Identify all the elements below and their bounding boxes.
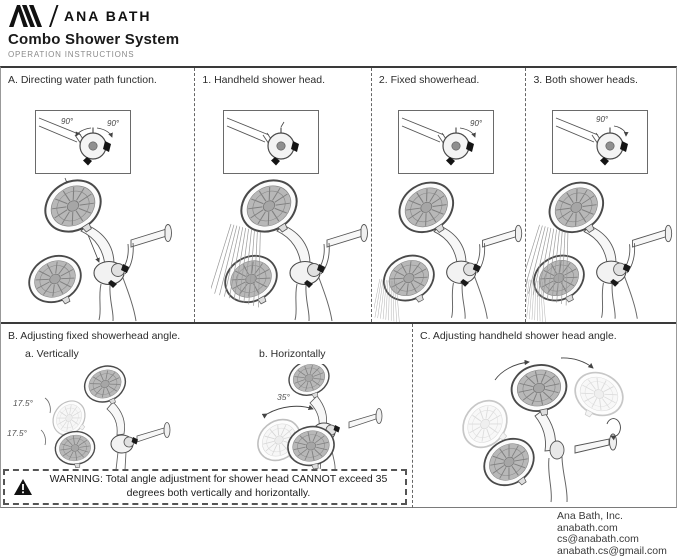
panel-1-handheld <box>194 68 370 322</box>
panel-1-label: 1. Handheld shower head. <box>202 74 326 86</box>
brand-name: ANA BATH <box>64 8 152 24</box>
panel-a-label: A. Directing water path function. <box>8 74 157 86</box>
instruction-board <box>0 66 677 508</box>
panel-2-fixed <box>371 68 526 322</box>
angle-label-up: 17.5° <box>13 398 33 408</box>
panel-c-handheld-angle <box>413 324 676 508</box>
panel-2-label: 2. Fixed showerhead. <box>378 74 480 86</box>
ana-bath-logo-icon <box>8 3 60 29</box>
warning-icon <box>13 478 33 496</box>
angle-label-down: 17.5° <box>7 428 27 438</box>
panel-a-directing-water-path <box>1 68 194 322</box>
combo-illustration-a <box>15 176 185 322</box>
angle-label-3: 90° <box>596 115 609 124</box>
warning-text: WARNING: Total angle adjustment for shower head CANNOT exceed 35 degrees both vertically and horizontally. <box>49 473 388 499</box>
combo-illustration-1 <box>211 176 381 322</box>
footer-email-alt: anabath.cs@gmail.com <box>557 544 667 557</box>
fixed-head-vertical-illustration <box>5 364 210 470</box>
panel-b-label: B. Adjusting fixed showerhead angle. <box>8 330 181 342</box>
page-subtitle: OPERATION INSTRUCTIONS <box>8 50 135 59</box>
combo-illustration-3 <box>526 176 677 322</box>
footer-contact <box>557 511 667 557</box>
angle-label-a-right: 90° <box>107 119 120 128</box>
footer-website: anabath.com <box>557 521 618 534</box>
combo-illustration-2 <box>374 176 529 322</box>
panel-b-sub-vertically: a. Vertically <box>25 348 79 360</box>
angle-label-horizontal: 35° <box>277 392 290 402</box>
panel-b-fixed-angle <box>1 324 413 508</box>
top-row <box>1 68 676 324</box>
angle-label-2: 90° <box>469 119 483 128</box>
panel-3-both <box>525 68 676 322</box>
valve-inset-a <box>35 110 131 174</box>
page-title: Combo Shower System <box>8 31 180 48</box>
angle-label-a-left: 90° <box>61 117 74 126</box>
panel-c-label: C. Adjusting handheld shower head angle. <box>420 330 617 342</box>
bottom-row <box>1 324 676 508</box>
warning-box <box>3 469 407 505</box>
valve-inset-2 <box>398 110 494 174</box>
footer-company: Ana Bath, Inc. <box>557 510 623 522</box>
footer-email: cs@anabath.com <box>557 533 639 545</box>
panel-b-sub-horizontally: b. Horizontally <box>259 348 326 360</box>
valve-inset-3 <box>552 110 648 174</box>
panel-3-label: 3. Both shower heads. <box>533 74 638 86</box>
fixed-head-horizontal-illustration <box>227 364 405 470</box>
header <box>8 4 152 28</box>
handheld-angle-illustration <box>417 342 677 504</box>
valve-inset-1 <box>223 110 319 174</box>
